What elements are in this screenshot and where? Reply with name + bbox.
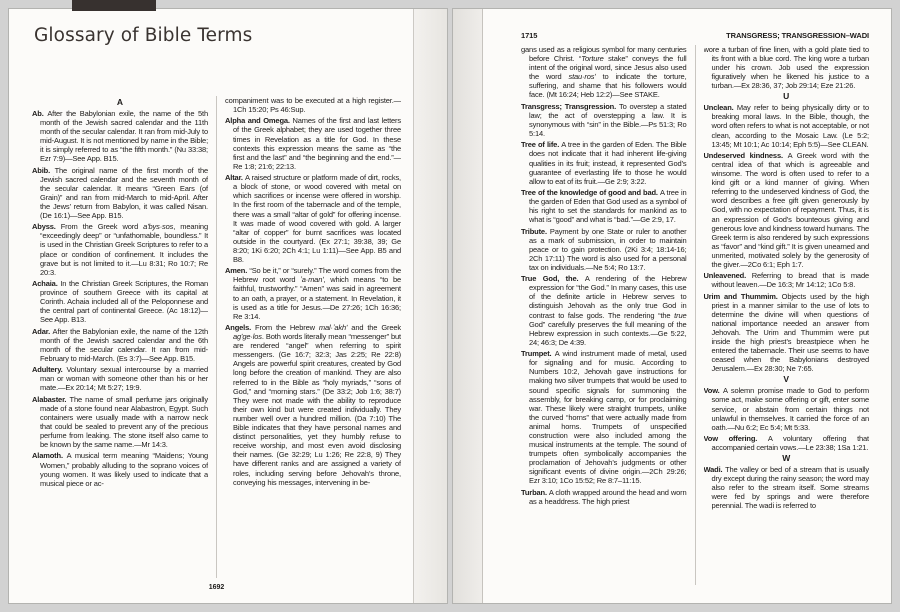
section-letter-heading: U xyxy=(783,90,790,101)
left-page-spine-shading xyxy=(413,9,447,603)
glossary-entry: Unleavened. Referring to bread that is made without leaven.—De 16:3; Mr 14:12; 1Co 5:8. xyxy=(703,271,869,290)
glossary-entry: Alabaster. The name of small perfume jars originally made of a stone found near Alabastron, Egypt. Such containers were usually made with a narrow neck that could be sealed to prevent any of the precious perfume from leaking. The stone itself also came to be known by the same name.—Mr 14:3. xyxy=(32,394,208,450)
section-letter-heading: V xyxy=(783,374,790,385)
running-header-title: TRANSGRESS; TRANSGRESSION–WADI xyxy=(726,31,869,40)
right-page-spine-shading xyxy=(453,9,483,603)
entry-term: Turban. xyxy=(521,487,549,497)
glossary-entry: Abyss. From the Greek word aʹbys·sos, meaning “exceedingly deep” or “unfathomable, boundless.” It is used in the Christian Greek Scriptures to refer to a place or condition of confinement. It includes the grave but is not limited to it.—Lu 8:31; Ro 10:7; Re 20:3. xyxy=(32,222,208,277)
left-page-column-2 xyxy=(225,96,401,578)
running-header xyxy=(521,31,869,40)
glossary-entry: Altar. A raised structure or platform made of dirt, rocks, a block of stone, or wood covered with metal on which sacrifices or incense were offered in worship. In the first room of the tabernacle and of the temple, there was a small “altar of gold” for offering incense. It was made of wood covered with gold. A larger “altar of copper” for burnt sacrifices was located outside in the courtyard. (Ex 27:1; 39:38, 39; Ge 8:20; 1Ki 6:20; 2Ch 4:1; Lu 1:11)—See App. B5 and B8. xyxy=(225,173,401,264)
page-number-left: 1692 xyxy=(208,584,225,591)
entry-term: Altar. xyxy=(225,173,245,183)
entry-term: Wadi. xyxy=(703,464,726,474)
right-page-column-1 xyxy=(521,45,687,585)
column-divider xyxy=(216,96,217,578)
entry-term: Adultery. xyxy=(32,365,67,375)
glossary-entry: Tree of the knowledge of good and bad. A tree in the garden of Eden that God used as a symbol of his right to set the standards for mankind as to what is “good” and what is “bad.”—Ge 2:9, 17. xyxy=(521,187,687,225)
page-title: Glossary of Bible Terms xyxy=(34,25,253,46)
page-number-right: 1715 xyxy=(521,31,538,40)
entry-term: Alabaster. xyxy=(32,394,70,404)
column-divider xyxy=(695,45,696,585)
glossary-entry: Trumpet. A wind instrument made of metal, used for signaling and for music. According to Numbers 10:2, Jehovah gave instructions for making two silver trumpets that would be used to sound specific signals for summoning the assembly, for breaking camp, or for proclaiming war. These likely were straight trumpets, unlike the curved “horns” that were actually made from animal horns. Trumpets of unspecified construction were also included among the musical instruments at the temple. The sound of trumpets often symbolically accompanies the proclamation of Jehovah’s judgments or other significant events of divine origin.—2Ch 29:26; Ezr 3:10; 1Co 15:52; Re 8:7–11:15. xyxy=(521,349,687,486)
entry-term: Tribute. xyxy=(521,226,550,236)
entry-term: Angels. xyxy=(225,323,256,332)
glossary-entry: Wadi. The valley or bed of a stream that is usually dry except during the rainy season; the word may also refer to the stream itself. Some streams were fed by springs and were therefore perennial. The wadi is referred to xyxy=(703,464,869,511)
entry-term: Alamoth. xyxy=(32,451,67,461)
entry-term: Tree of the knowledge of good and bad. xyxy=(521,187,660,197)
glossary-entry: Vow offering. A voluntary offering that accompanied certain vows.—Le 23:38; 1Sa 1:21. xyxy=(703,433,869,453)
window-tab-remnant xyxy=(72,0,156,11)
entry-term: Amen. xyxy=(225,266,250,276)
glossary-entry: Turban. A cloth wrapped around the head and worn as a headdress. The high priest xyxy=(521,487,687,506)
glossary-entry: Adultery. Voluntary sexual intercourse by a married man or woman with someone other than his or her mate.—Ex 20:14; Mt 5:27; 19:9. xyxy=(32,365,208,393)
entry-term: Alpha and Omega. xyxy=(225,116,293,126)
left-page-columns xyxy=(32,96,401,578)
entry-continuation: gans used as a religious symbol for many centuries before Christ. “Torture stake” conveys the full intent of the original word, since Jesus also used the word stau·rosʹ to indicate the torture, suffering, and shame that his followers would face. (Mt 16:24; Heb 12:2)—See STAKE. xyxy=(521,45,687,100)
glossary-entry: Tree of life. A tree in the garden of Eden. The Bible does not indicate that it had inherent life-giving qualities in its fruit; instead, it represented God’s guarantee of everlasting life to those he would allow to eat of its fruit.—Ge 2:9; 3:22. xyxy=(521,140,687,186)
entry-term: Achaia. xyxy=(32,279,61,289)
entry-term: Unclean. xyxy=(703,103,737,113)
glossary-entry: Angels. From the Hebrew mal·ʼakhʹ and the Greek agʹge·los. Both words literally mean “messenger” but are rendered “angel” when referring to spirit messengers. (Ge 16:7; 32:3; Jas 2:25; Re 22:8) Angels are powerful spirit creatures, created by God long before the creation of mankind. They are also referred to in the Bible as “holy myriads,” “sons of God,” and “morning stars.” (De 33:2; Job 1:6; 38:7) They were not made with the ability to reproduce their own kind but were created individually. They number well over a hundred million. (Da 7:10) The Bible indicates that they have personal names and distinct personalities, yet they humbly refuse to receive worship, and most even avoid disclosing their names. (Ge 32:29; Lu 1:26; Re 22:8, 9) They have different ranks and are assigned a variety of roles, including serving before Jehovah’s throne, conveying his messages, intervening in be- xyxy=(225,323,401,487)
entry-term: Abyss. xyxy=(32,222,61,232)
entry-term: Abib. xyxy=(32,165,55,175)
left-page-column-1 xyxy=(32,96,208,578)
entry-term: Ab. xyxy=(32,108,48,118)
entry-term: Vow. xyxy=(703,386,724,396)
glossary-entry: Alpha and Omega. Names of the first and last letters of the Greek alphabet; they are used together three times in Revelation as a title for God. In these contexts this expression means the same as “the first and the last” and “the beginning and the end.”—Re 1:8; 21:6; 22:13. xyxy=(225,116,401,171)
page-right xyxy=(452,8,892,604)
entry-term: Unleavened. xyxy=(703,271,752,281)
entry-term: Tree of life. xyxy=(521,140,562,150)
section-letter-heading: W xyxy=(782,452,791,463)
page-left xyxy=(8,8,448,604)
glossary-entry: Achaia. In the Christian Greek Scriptures, the Roman province of southern Greece with its capital at Corinth. Achaia included all of the Peloponnese and the central part of continental Greece. (Ac 18:12)—See App. B13. xyxy=(32,279,208,325)
glossary-entry: Tribute. Payment by one State or ruler to another as a mark of submission, in order to maintain peace or to gain protection. (2Ki 3:4; 18:14-16; 2Ch 17:11) The word is also used for a personal tax on individuals.—Ne 5:4; Ro 13:7. xyxy=(521,226,687,272)
entry-term: Adar. xyxy=(32,326,53,336)
glossary-entry: True God, the. A rendering of the Hebrew expression for “the God.” In many cases, this use of the definite article in Hebrew serves to distinguish Jehovah as the only true God in contrast to false gods. The rendering “the true God” carefully preserves the full meaning of the Hebrew expression in such contexts.—Ge 5:22, 24; 46:3; De 4:39. xyxy=(521,274,687,347)
glossary-entry: Amen. “So be it,” or “surely.” The word comes from the Hebrew root word ʼa·manʹ, which means “to be faithful, trustworthy.” “Amen” was said in agreement to an oath, a prayer, or a statement. In Revelation, it is used as a title for Jesus.—De 27:26; 1Ch 16:36; Re 3:14. xyxy=(225,266,401,321)
entry-continuation: companiment was to be executed at a high register.—1Ch 15:20; Ps 46:Sup. xyxy=(225,96,401,115)
entry-term: Vow offering. xyxy=(703,433,768,443)
entry-term: True God, the. xyxy=(521,274,585,284)
glossary-entry: Adar. After the Babylonian exile, the name of the 12th month of the Jewish sacred calendar and the 6th month of the secular calendar. It ran from mid-February to mid-March. (Es 3:7)—See App. B15. xyxy=(32,326,208,363)
glossary-entry: Urim and Thummim. Objects used by the high priest in a manner similar to the use of lots to determine the divine will when questions of national importance needed an answer from Jehovah. The Urim and Thummim were put inside the high priest’s breastpiece when he entered the tabernacle. Their use seems to have ceased when the Babylonians destroyed Jerusalem.—Ex 28:30; Ne 7:65. xyxy=(703,291,869,374)
glossary-entry: Abib. The original name of the first month of the Jewish sacred calendar and the seventh month of the secular calendar. It means “Green Ears (of Grain)” and ran from mid-March to mid-April. After the Jews’ return from Babylon, it was called Nisan. (De 16:1)—See App. B15. xyxy=(32,165,208,220)
glossary-entry: Unclean. May refer to being physically dirty or to breaking moral laws. In the Bible, though, the word often refers to what is not acceptable, or not clean, according to the Mosaic Law. (Le 5:2; 13:45; Mt 10:1; Ac 10:14; Eph 5:5)—See CLEAN. xyxy=(703,103,869,149)
right-page-columns xyxy=(521,45,869,585)
glossary-entry: Transgress; Transgression. To overstep a stated law; the act of overstepping a law. It is synonymous with “sin” in the Bible.—Ps 51:3; Ro 5:14. xyxy=(521,101,687,139)
entry-term: Transgress; Transgression. xyxy=(521,101,619,111)
entry-continuation: wore a turban of fine linen, with a gold plate tied to its front with a blue cord. The king wore a turban under his crown. Job used the expression figuratively when he likened his justice to a turban.—Ex 28:36, 37; Job 29:14; Eze 21:26. xyxy=(703,45,869,91)
entry-term: Undeserved kindness. xyxy=(703,150,788,160)
right-page-column-2 xyxy=(704,45,870,585)
glossary-entry: Undeserved kindness. A Greek word with the central idea of that which is agreeable and winsome. The word is often used to refer to a kind gift or a kind manner of giving. When referring to the undeserved kindness of God, the word describes a free gift given generously by God, with no expectation of repayment. Thus, it is an expression of God’s bounteous giving and generous love and kindness toward humans. The Greek term is also rendered by such expressions as “favor” and “kind gift.” It is given unearned and unmerited, motivated solely by the generosity of the giver.—2Co 6:1; Eph 1:7. xyxy=(703,150,869,270)
glossary-entry: Vow. A solemn promise made to God to perform some act, make some offering or gift, enter some service, or abstain from certain things not unlawful in themselves. It carried the force of an oath.—Nu 6:2; Ec 5:4; Mt 5:33. xyxy=(703,386,869,432)
entry-term: Urim and Thummim. xyxy=(703,291,782,301)
glossary-entry: Alamoth. A musical term meaning “Maidens; Young Women,” probably alluding to the soprano voices of young women. It was likely used to indicate that a musical piece or ac- xyxy=(32,451,208,488)
entry-term: Trumpet. xyxy=(521,349,555,359)
section-letter-heading: A xyxy=(116,96,124,107)
glossary-entry: Ab. After the Babylonian exile, the name of the 5th month of the Jewish sacred calendar and the 11th month of the secular calendar. It ran from mid-July to mid-August. It is not mentioned by name in the Bible; it is simply referred to as “the fifth month.” (Nu 33:38; Ezr 7:9)—See App. B15. xyxy=(32,108,208,164)
